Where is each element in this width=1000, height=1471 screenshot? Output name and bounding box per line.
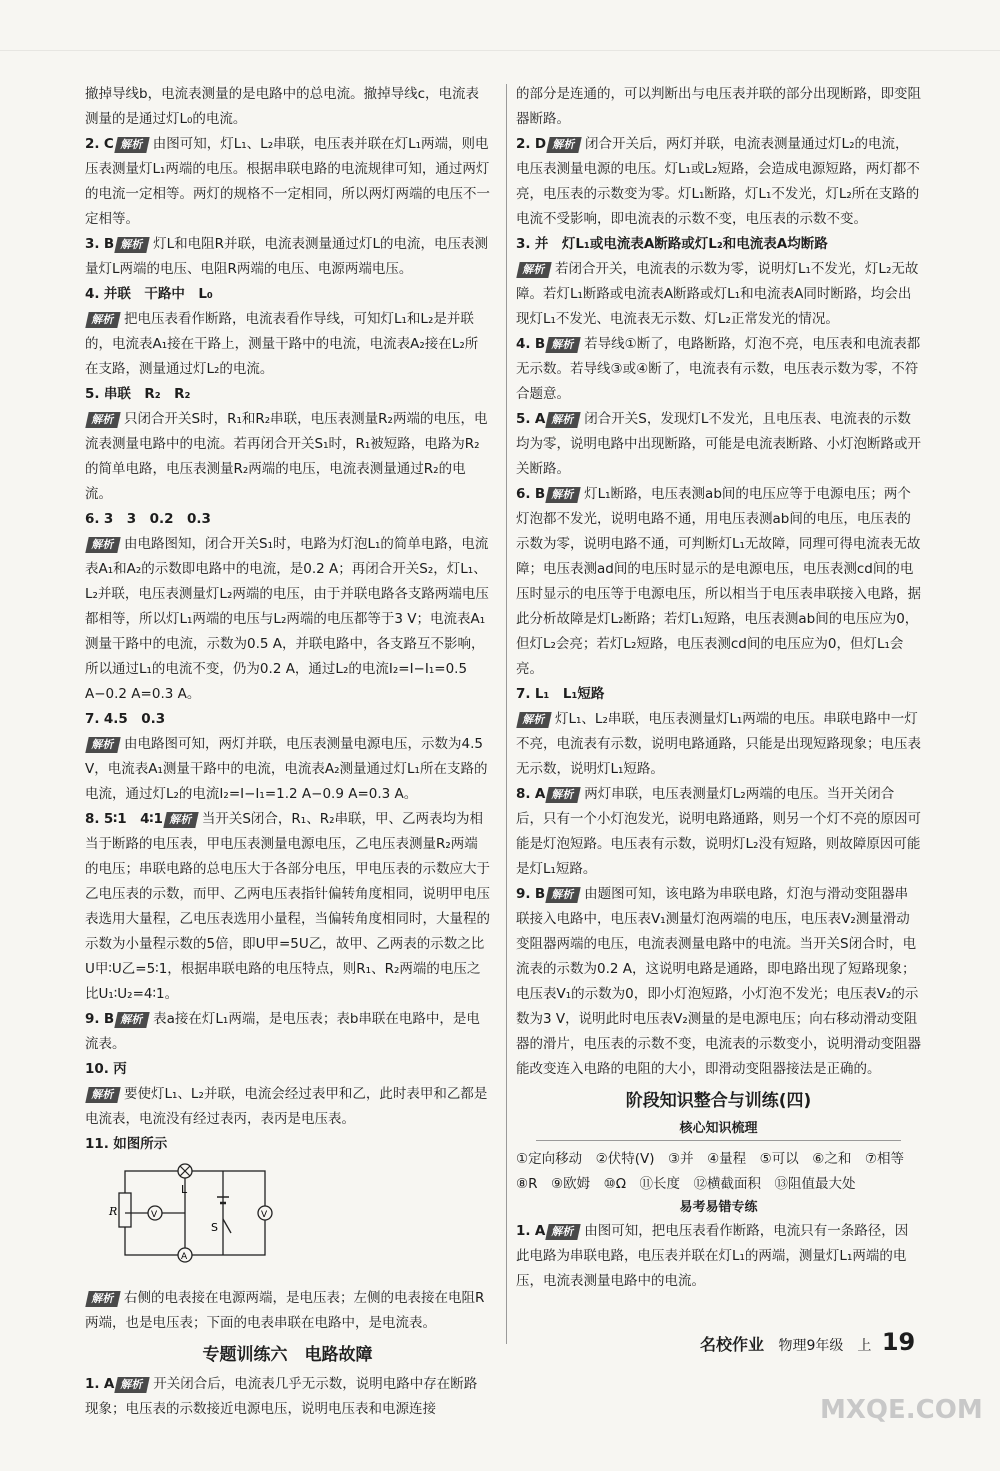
item-number: 7.: [85, 711, 100, 727]
core-knowledge-title: 核心知识梳理: [536, 1118, 901, 1141]
item-answer: B: [534, 886, 546, 902]
left-column: [85, 82, 490, 1422]
answer-item: [516, 232, 921, 257]
item-number: 4.: [85, 286, 100, 302]
explanation-tag: 解析: [85, 737, 120, 753]
explanation-tag: 解析: [516, 262, 551, 278]
item-explanation: 若导线①断了，电路断路，灯泡不亮，电压表和电流表都无示数。若导线③或④断了，电流表有示数，电压表示数为零，不符合题意。: [516, 336, 921, 402]
section-title-4: 阶段知识整合与训练(四): [625, 1091, 812, 1111]
answer-item: [85, 707, 490, 732]
item-explanation: 两灯串联，电压表测量灯L₂两端的电压。当开关闭合后，只有一个小灯泡发光，说明电路通路，则另一个灯不亮的原因可能是灯泡短路。电压表有示数，说明灯L₂没有短路，则故障原因可能是灯L₁短路。: [516, 786, 921, 877]
item-answer: A: [534, 1223, 546, 1239]
section-title-6: 专题训练六 电路故障: [202, 1345, 373, 1365]
item-number: 2.: [516, 136, 531, 152]
item-explanation-block: [85, 307, 490, 382]
explanation-tag: 解析: [115, 1377, 150, 1393]
item-explanation: 当开关S闭合，R₁、R₂串联，甲、乙两表均为相当于断路的电压表，甲电压表测量电源电压，乙电压表测量R₂两端的电压；串联电路的总电压大于各部分电压，甲电压表的示数应大于乙电压表的示数，而甲、乙两电压表指针偏转角度相同，说明甲电压表选用大量程，乙电压表选用小量程，当偏转角度相同时，大量程的示数为小量程示数的5倍，即U甲=5U乙，故甲、乙两表的示数之比U甲∶U乙=5∶1，根据串联电路的电压特点，则R₁、R₂两端的电压之比U₁∶U₂=4∶1。: [85, 811, 490, 1002]
explanation-tag: 解析: [114, 1012, 149, 1028]
item-explanation-block: [516, 707, 921, 782]
easy-error-title: 易考易错专练: [679, 1200, 758, 1215]
answer-item: [85, 1057, 490, 1082]
item-explanation: 闭合开关后，两灯并联，电流表测量通过灯L₂的电流，电压表测量电源的电压。灯L₁或L₂短路，会造成电源短路，两灯都不亮，电压表的示数变为零。灯L₁断路，灯L₁不发光，灯L₂所在支路的电流不受影响，即电流表的示数不变，电压表的示数不变。: [516, 136, 920, 227]
answer-item: [516, 482, 921, 682]
explanation-tag: 解析: [516, 712, 551, 728]
answer-item: [85, 382, 490, 407]
top-rule: [0, 50, 1000, 51]
answer-item: [516, 332, 921, 407]
item-explanation: 要使灯L₁、L₂并联，电流会经过表甲和乙，此时表甲和乙都是电流表，电流没有经过表丙，表丙是电压表。: [85, 1086, 488, 1127]
answer-item: [516, 782, 921, 882]
item-explanation: 把电压表看作断路，电流表看作导线，可知灯L₁和L₂是并联的，电流表A₁接在干路上，测量干路中的电流，电流表A₂接在L₂所在支路，测量通过灯L₂的电流。: [85, 311, 479, 377]
item-number: 11.: [85, 1136, 109, 1152]
item-answer: 5∶1 4∶1: [103, 811, 163, 827]
circuit-diagram: [109, 1163, 275, 1271]
answer-item: [85, 1372, 490, 1422]
answer-item: [85, 1007, 490, 1057]
switch-blade: [223, 1219, 231, 1233]
item-number: 9.: [85, 1011, 100, 1027]
explanation-tag: 解析: [85, 537, 120, 553]
item-number: 7.: [516, 686, 531, 702]
answer-item: [85, 807, 490, 1007]
item-explanation: 右侧的电表接在电源两端，是电压表；左侧的电表接在电阻R两端，也是电压表；下面的电表串联在电路中，是电流表。: [85, 1290, 485, 1331]
item-explanation: 若闭合开关，电流表的示数为零，说明灯L₁不发光，灯L₂无故障。若灯L₁断路或电流表A断路或灯L₁和电流表A同时断路，均会出现灯L₁不发光、电流表无示数、灯L₂正常发光的情况。: [516, 261, 919, 327]
explanation-tag: 解析: [546, 137, 581, 153]
item-explanation: 由题图可知，该电路为串联电路，灯泡与滑动变阻器串联接入电路中，电压表V₁测量灯泡两端的电压，电压表V₂测量滑动变阻器两端的电压，电流表测量电路中的电流。当开关S闭合时，电流表的示数为0.2 A，这说明电路是通路，即电路出现了短路现象；电压表V₁的示数为0，即小灯泡短路，小灯泡不发光；电压表V₂的示数为3 V，说明此时电压表V₂测量的是电源电压；向右移动滑动变阻器的滑片，电压表的示数不变，电流表的示数变小，说明滑动变阻器能改变连入电路的电阻的大小，即滑动变阻器接法是正确的。: [516, 886, 921, 1077]
item-explanation: 灯L₁、L₂串联，电压表测量灯L₁两端的电压。串联电路中一灯不亮，电流表有示数，说明电路通路，只能是出现短路现象；电压表无示数，说明灯L₁短路。: [516, 711, 921, 777]
explanation-tag: 解析: [85, 1087, 120, 1103]
item-explanation: 由电路图可知，两灯并联，电压表测量电源电压，示数为4.5 V，电流表A₁测量干路中的电流，电流表A₂测量通过灯L₁所在支路的电流，通过灯L₂的电流I₂=I−I₁=1.2 A−0.9 A=0.3 A。: [85, 736, 488, 802]
explanation-tag: 解析: [545, 487, 580, 503]
answer-item: [516, 1219, 921, 1294]
item-explanation-block: [85, 732, 490, 807]
item-number: 5.: [516, 411, 531, 427]
footer-brand: 名校作业: [700, 1335, 765, 1354]
label-a: A: [181, 1252, 188, 1262]
item-answer: 如图所示: [113, 1136, 168, 1152]
item-answer: B: [103, 236, 115, 252]
label-l: L: [181, 1183, 188, 1196]
item-explanation-block: [85, 532, 490, 707]
item-explanation: 闭合开关S，发现灯L不发光，且电压表、电流表的示数均为零，说明电路中出现断路，可能是电流表断路、小灯泡断路或开关断路。: [516, 411, 921, 477]
item-number: 6.: [85, 511, 100, 527]
answer-item: [85, 232, 490, 282]
item-number: 8.: [516, 786, 531, 802]
easy-error-items: [516, 1219, 921, 1294]
item-answer: 丙: [113, 1061, 127, 1077]
item-explanation: 灯L₁断路，电压表测ab间的电压应等于电源电压；两个灯泡都不发光，说明电路不通，用电压表测ab间的电压，电压表的示数为零，说明电路不通，可判断灯L₁无故障，同理可得电流表无故障；电压表测ad间的电压时显示的是电源电压，电压表测cd间的电压时显示的电压等于电源电压，所以相当于电压表串联接入电路，据此分析故障是灯L₂断路；若灯L₁短路，电压表测ab间的电压应为0，但灯L₂会亮；若灯L₂短路，电压表测cd间的电压应为0，但灯L₁会亮。: [516, 486, 921, 677]
item-explanation: 开关闭合后，电流表几乎无示数，说明电路中存在断路现象；电压表的示数接近电源电压，说明电压表和电源连接: [85, 1376, 478, 1417]
item-answer: 串联 R₂ R₂: [103, 386, 191, 402]
right-intro: 的部分是连通的，可以判断出与电压表并联的部分出现断路，即变阻器断路。: [516, 86, 921, 127]
item-number: 10.: [85, 1061, 109, 1077]
column-divider: [506, 84, 507, 1344]
answer-item: [85, 1132, 490, 1157]
item-answer: 3 3 0.2 0.3: [103, 511, 211, 527]
item-explanation: 表a接在灯L₁两端，是电压表；表b串联在电路中，是电流表。: [85, 1011, 480, 1052]
resistor-symbol: [119, 1193, 131, 1227]
item-number: 4.: [516, 336, 531, 352]
footer-subject: 物理9年级 上: [778, 1338, 872, 1354]
item-number: 6.: [516, 486, 531, 502]
item-explanation: 由图可知，灯L₁、L₂串联，电压表并联在灯L₁两端，则电压表测量灯L₁两端的电压。根据串联电路的电流规律可知，通过两灯的电流一定相等。两灯的规格不一定相同，所以两灯两端的电压不一定相等。: [85, 136, 490, 227]
answer-item: [85, 507, 490, 532]
item-11-explanation: [85, 1286, 490, 1336]
item-explanation-block: [516, 257, 921, 332]
label-r: R: [109, 1205, 118, 1218]
explanation-tag: 解析: [546, 412, 581, 428]
explanation-tag: 解析: [545, 887, 580, 903]
item-answer: B: [103, 1011, 115, 1027]
item-number: 9.: [516, 886, 531, 902]
item-number: 2.: [85, 136, 100, 152]
item-explanation-block: [85, 407, 490, 507]
item-answer: A: [103, 1376, 115, 1392]
explanation-tag: 解析: [85, 412, 120, 428]
watermark-logo: MXQE.COM: [820, 1395, 983, 1425]
label-v-left: V: [151, 1210, 158, 1220]
page-footer: [700, 1328, 915, 1356]
label-s: S: [211, 1221, 218, 1234]
item-number: 8.: [85, 811, 100, 827]
explanation-tag: 解析: [114, 137, 149, 153]
item-answer: B: [534, 336, 546, 352]
item-explanation: 灯L和电阻R并联，电流表测量通过灯L的电流，电压表测量灯L两端的电压、电阻R两端的电压、电源两端电压。: [85, 236, 489, 277]
right-items: [516, 132, 921, 1082]
left-intro: 撤掉导线b，电流表测量的是电路中的总电流。撤掉导线c，电流表测量的是通过灯L₀的电流。: [85, 86, 479, 127]
item-number: 3.: [516, 236, 531, 252]
explanation-tag: 解析: [163, 812, 198, 828]
core-knowledge-text: ①定向移动 ②伏特(V) ③并 ④量程 ⑤可以 ⑥之和 ⑦相等 ⑧R ⑨欧姆 ⑩Ω ⑪长度 ⑫横截面积 ⑬阻值最大处: [516, 1151, 918, 1192]
item-answer: A: [534, 786, 546, 802]
answer-item: [516, 882, 921, 1082]
label-v-right: V: [261, 1210, 268, 1220]
answer-item: [516, 407, 921, 482]
item-explanation: 只闭合开关S时，R₁和R₂串联，电压表测量R₂两端的电压，电流表测量电路中的电流。若再闭合开关S₁时，R₁被短路，电路为R₂的简单电路，电压表测量R₂两端的电压，电流表测量通过R₂的电流。: [85, 411, 488, 502]
item-explanation-block: [85, 1082, 490, 1132]
item-answer: C: [103, 136, 114, 152]
explanation-tag: 解析: [85, 312, 120, 328]
answer-item: [85, 282, 490, 307]
item-explanation: 由图可知，把电压表看作断路，电流只有一条路径，因此电路为串联电路，电压表并联在灯L₁的两端，测量灯L₁两端的电压，电流表测量电路中的电流。: [516, 1223, 909, 1289]
answer-item: [85, 132, 490, 232]
explanation-tag: 解析: [114, 237, 149, 253]
item-answer: D: [534, 136, 547, 152]
item-answer: 并 灯L₁或电流表A断路或灯L₂和电流表A均断路: [534, 236, 828, 252]
item-answer: A: [534, 411, 546, 427]
item-number: 1.: [85, 1376, 100, 1392]
left-items: [85, 132, 490, 1157]
item-answer: L₁ L₁短路: [534, 686, 605, 702]
answer-item: [516, 682, 921, 707]
item-number: 5.: [85, 386, 100, 402]
item-number: 1.: [516, 1223, 531, 1239]
explanation-tag: 解析: [85, 1291, 120, 1307]
item-answer: 4.5 0.3: [103, 711, 166, 727]
item-number: 3.: [85, 236, 100, 252]
explanation-tag: 解析: [545, 337, 580, 353]
explanation-tag: 解析: [546, 1224, 581, 1240]
answer-item: [516, 132, 921, 232]
right-column: [516, 82, 921, 1294]
item-answer: 并联 干路中 L₀: [103, 286, 213, 302]
section-6-items: [85, 1372, 490, 1422]
explanation-tag: 解析: [546, 787, 581, 803]
page-number: 19: [881, 1328, 916, 1356]
item-explanation: 由电路图知，闭合开关S₁时，电路为灯泡L₁的简单电路，电流表A₁和A₂的示数即电路中的电流，是0.2 A；再闭合开关S₂，灯L₁、L₂并联，电压表测量灯L₂两端的电压，由于并联电路各支路两端电压都相等，所以灯L₁两端的电压与L₂两端的电压都等于3 V；电流表A₁测量干路中的电流，示数为0.5 A，并联电路中，各支路互不影响，所以通过L₁的电流不变，仍为0.2 A，通过L₂的电流I₂=I−I₁=0.5 A−0.2 A=0.3 A。: [85, 536, 489, 702]
item-answer: B: [534, 486, 546, 502]
